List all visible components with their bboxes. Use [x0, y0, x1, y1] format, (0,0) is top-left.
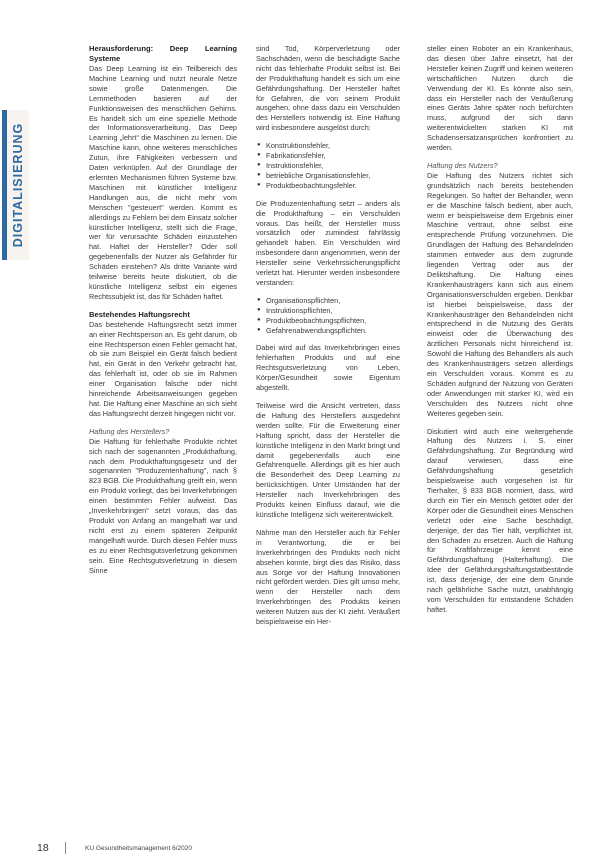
bullet-list-pflichten [256, 296, 400, 336]
list-item: ● Produktbeobachtungsfehler. [256, 181, 400, 191]
paragraph: steller einen Roboter an ein Krankenhaus, das diesen über Jahre einsetzt, hat der Hersteller keinen Zugriff und keinen weiteren wirtschaftlichen Nutzen durch die Verwendung der KI. Es könnte also sein, dass ein Hersteller nach der Veräußerung eines Geräts Jahre später noch befürchten muss, aufgrund der sich dann weiterentwickelten starken KI mit Schadensersatzansprüchen konfrontiert zu werden. [427, 44, 573, 153]
paragraph: Die Haftung des Nutzers richtet sich grundsätzlich nach bereits bestehenden Regelungen. So haftet der Behandler, wenn er die Maschine falsch bedient, aber auch, wenn er beispielsweise dem Ergebnis einer Maschine vertraut, ohne selbst eine entsprechende Prüfung vorzunehmen. Die Grundlagen der Haftung des Behandelnden stammen entweder aus dem zugrunde liegenden Vertrag oder aus der Deliktshaftung. Die Haftung eines Krankenhausträgers kann sich aus einem Organisationsverschulden ergeben. Denkbar ist hierbei beispielsweise, dass der Krankenhausträger den Behandelnden nicht entsprechend in die Nutzung des Geräts einweist oder die Überwachung des ärztlichen Personals nicht hinreichend ist. Sowohl die Haftung des Behandlers als auch des Krankenhausträgers setzen allerdings ein Verschulden voraus. Kommt es zu Schäden aufgrund der Nutzung von Geräten oder Anwendungen mit starker KI, wird ein Verschulden des Nutzers nicht ohne Weiteres gegeben sein. [427, 170, 573, 418]
section-side-label [2, 110, 29, 260]
list-item: ● Organisationspflichten, [256, 296, 400, 306]
text-column-2 [256, 44, 400, 635]
section-side-label-text: DIGITALISIERUNG [11, 122, 25, 248]
paragraph: Die Haftung für fehlerhafte Produkte richtet sich nach der sogenannten „Produkthaftung, nach dem Produkthaftungsgesetz und der sogenannten "Produzentenhaftung", nach § 823 BGB. Die Produkthaftung greift ein, wenn ein Produkt vorliegt, das bei Inverkehrbringen einen bestimmten Fehler aufweist. Das „Inverkehrbringen“ setzt voraus, das das Produkt von Anfang an mangelhaft war und nicht erst zu einem späteren Zeitpunkt mangelhaft wurde. Durch diesen Fehler muss es zu einer Rechtsgutsverletzung gekommen sein. Eine Rechtsgutsverletzung in diesem Sinne [89, 436, 237, 575]
heading-deep-learning: Herausforderung: Deep Learning Systeme [89, 44, 237, 63]
subheading-haftung-hersteller: Haftung des Herstellers? [89, 426, 170, 436]
subheading-haftung-nutzer: Haftung des Nutzers? [427, 160, 498, 170]
paragraph: Teilweise wird die Ansicht vertreten, dass die Haftung des Herstellers ausgedehnt werden sollte. Für die Erweiterung einer Haftung spricht, dass der Hersteller die künstliche Intelligenz in den Markt bringt und damit gegebenenfalls auch eine Gefahrenquelle. Allerdings gilt es hier auch die Besonderheit des Deep Learning zu berücksichtigen. Unter Umständen hat der Hersteller nach Inverkehrbringen des Produkts keinen Einfluss darauf, wie die künstliche Intelligenz sich weiterentwickelt. [256, 401, 400, 519]
page-number: 18 [37, 842, 49, 854]
paragraph: Diskutiert wird auch eine weitergehende Haftung des Nutzers i. S. einer Gefährdungshaftung. Zur Begründung wird darauf verwiesen, dass eine Gefährdungshaftung gesetzlich beispielsweise auch vorgesehen ist für Tierhalter, § 833 BGB normiert, dass, wird durch ein Tier ein Mensch getötet oder der Körper oder die Gesundheit eines Menschen verletzt oder eine Sache beschädigt, derjenige, der das Tier hält, verpflichtet ist, den Schaden zu ersetzen. Auch die Haftung für Kraftfahrzeuge kennt eine Gefährdungshaftung (Halterhaftung). Die Idee der Gefährdungshaftungstatbestände ist, dass derjenige, der eine dem Grunde nach gefährliche Sache nutzt, unabhängig vom Verschulden für entstandene Schäden haftet. [427, 426, 573, 614]
paragraph: Das Deep Learning ist ein Teilbereich des Machine Learning und nutzt neurale Netze sowie große Datenmengen. Die Lernmethoden basieren auf der Funktionsweisen des menschlichen Gehirns. Es handelt sich um eine spezielle Methode der Informationsverarbeitung. Das Deep Learning „lehrt“ die Maschinen zu lernen. Die Maschine kann, ohne weiteres menschliches Zutun, ihre Fähigkeiten verbessern und Daten verknüpfen. Auf der Grundlage der erlernten Mechanismen führen Systeme bzw. Maschinen mit künstlicher Intelligenz Handlungen aus, die nicht mehr vom Menschen "gesteuert" werden. Kommt es allerdings zu Fehlern bei dem Einsatz solcher künstlicher Intelligenz, stellt sich die Frage, wer für verursachte Schäden einzustehen hat. Haftet der Hersteller? Oder soll gegebenenfalls der Nutzer als Gefährder für Schäden einstehen? Als dritte Variante wird teilweise bereits heute diskutiert, ob die künstliche Intelligenz selbst ein eigenes Rechtssubjekt ist, das für Schäden haftet. [89, 64, 237, 301]
text-column-1 [89, 44, 237, 583]
paragraph: Nähme man den Hersteller auch für Fehler in Verantwortung, die er bei Inverkehrbringen des Produkts noch nicht absehen konnte, birgt dies das Risiko, dass aus Sorge vor der Haftung Innovationen nicht gefördert werden. Dies gilt umso mehr, wenn der Hersteller nach dem Inverkehrbringen des Produkts keinen weiteren Nutzen aus der KI zieht. Veräußert beispielsweise ein Her- [256, 527, 400, 627]
paragraph: Dabei wird auf das Inverkehrbringen eines fehlerhaften Produkts und auf eine Rechtsgutsverletzung von Leben, Körper/Gesundheit sowie Eigentum abgestellt. [256, 343, 400, 393]
list-item: ● Instruktionspflichten, [256, 306, 400, 316]
heading-bestehendes-haftungsrecht: Bestehendes Haftungsrecht [89, 309, 190, 319]
paragraph: sind Tod, Körperverletzung oder Sachschäden, wenn die beschädigte Sache nicht das fehlerhafte Produkt selbst ist. Bei der Produkthaftung handelt es sich um eine Gefährdungshaftung. Der Hersteller haftet für Gefahren, die von seinem Produkt ausgehen, ohne dass dazu ein Verschulden des Herstellers notwendig ist. Eine Haftung wird insbesondere ausgelöst durch: [256, 44, 400, 133]
paragraph: Das bestehende Haftungsrecht setzt immer an einer Rechtsperson an. Es geht darum, ob eine Rechtsperson einen Fehler gemacht hat, ob sie zum Beispiel ein Gerät falsch bedient hat, ein Gerät in den Verkehr gebracht hat, das fehlerhaft ist, oder ob sie im Rahmen einer Organisation falsche oder nicht hinreichende Arbeitsanweisungen gegeben hat. Die Haftung einer Maschine an sich sieht das Haftungsrecht derzeit hingegen nicht vor. [89, 319, 237, 418]
bullet-list-haftungsausloeser [256, 141, 400, 191]
footer-divider [65, 842, 66, 854]
list-item: ● betriebliche Organisationsfehler, [256, 171, 400, 181]
text-column-3 [427, 44, 573, 623]
list-item: ● Gefahrenabwendungspflichten. [256, 326, 400, 336]
paragraph: Die Produzentenhaftung setzt – anders als die Produkthaftung – ein Verschulden voraus. Das heißt, der Hersteller muss vorsätzlich oder zumindest fahrlässig gehandelt haben. Ein Verschulden wird insbesondere dann angenommen, wenn der Hersteller seine Verkehrssicherungspflicht verletzt hat. Hierunter werden insbesondere verstanden: [256, 198, 400, 287]
list-item: ● Fabrikationsfehler, [256, 151, 400, 161]
list-item: ● Konstruktionsfehler, [256, 141, 400, 151]
list-item: ● Instruktionsfehler, [256, 161, 400, 171]
publication-name: KU Gesundheitsmanagement 6/2020 [85, 845, 192, 852]
list-item: ● Produktbeobachtungspflichten, [256, 316, 400, 326]
